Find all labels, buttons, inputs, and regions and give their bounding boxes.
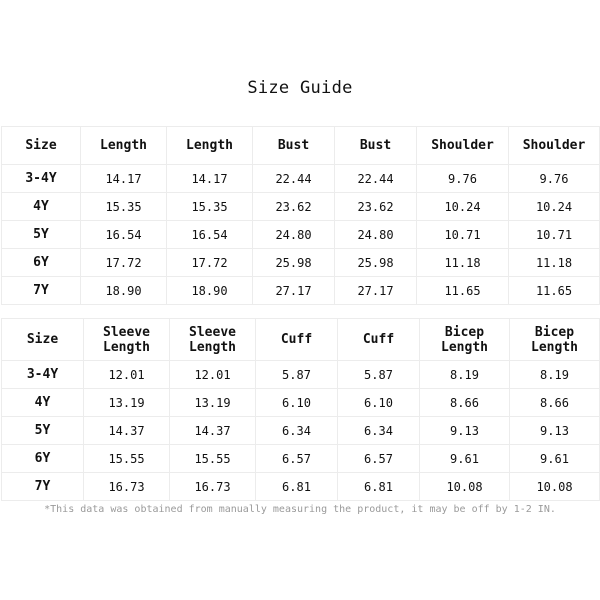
table-cell: 9.61 — [420, 445, 510, 473]
table-cell: 14.17 — [167, 165, 253, 193]
column-header-bicep-length — [510, 319, 600, 361]
header-line: Sleeve — [189, 324, 236, 340]
table-cell: 12.01 — [170, 361, 256, 389]
table-cell: 23.62 — [335, 193, 417, 221]
header-line: Cuff — [362, 332, 395, 347]
table-cell: 11.18 — [509, 249, 600, 277]
size-cell: 4Y — [2, 193, 81, 221]
table-cell: 13.19 — [84, 389, 170, 417]
table-header-row — [2, 319, 600, 361]
table-cell: 6.57 — [256, 445, 338, 473]
table-cell: 16.54 — [81, 221, 167, 249]
measurement-footnote: *This data was obtained from manually measuring the product, it may be off by 1-2 IN. — [44, 504, 556, 515]
table-row — [2, 249, 600, 277]
table-cell: 16.73 — [170, 473, 256, 501]
table-cell: 9.13 — [510, 417, 600, 445]
table-cell: 27.17 — [335, 277, 417, 305]
table-cell: 14.37 — [84, 417, 170, 445]
header-line: Length — [103, 339, 150, 355]
size-cell: 5Y — [2, 221, 81, 249]
table-cell: 9.76 — [509, 165, 600, 193]
table-cell: 10.08 — [510, 473, 600, 501]
table-header-row — [2, 127, 600, 165]
size-cell: 7Y — [2, 473, 84, 501]
table-cell: 6.81 — [256, 473, 338, 501]
header-line: Length — [531, 339, 578, 355]
table-cell: 5.87 — [338, 361, 420, 389]
table-cell: 8.66 — [510, 389, 600, 417]
table-cell: 16.73 — [84, 473, 170, 501]
header-line: Length — [441, 339, 488, 355]
column-header-size: Size — [2, 127, 81, 165]
column-header-cuff — [256, 319, 338, 361]
table-cell: 25.98 — [335, 249, 417, 277]
page-title: Size Guide — [247, 78, 353, 98]
table-cell: 14.37 — [170, 417, 256, 445]
size-table-top — [1, 126, 600, 305]
table-cell: 12.01 — [84, 361, 170, 389]
column-header-sleeve-length — [170, 319, 256, 361]
size-cell: 3-4Y — [2, 165, 81, 193]
table-cell: 8.66 — [420, 389, 510, 417]
table-cell: 27.17 — [253, 277, 335, 305]
table-row — [2, 221, 600, 249]
table-cell: 24.80 — [335, 221, 417, 249]
table-cell: 22.44 — [253, 165, 335, 193]
table-cell: 17.72 — [167, 249, 253, 277]
table-row — [2, 193, 600, 221]
size-cell: 6Y — [2, 445, 84, 473]
table-cell: 24.80 — [253, 221, 335, 249]
table-cell: 10.08 — [420, 473, 510, 501]
table-cell: 9.61 — [510, 445, 600, 473]
table-row — [2, 361, 600, 389]
table-row — [2, 417, 600, 445]
table-cell: 23.62 — [253, 193, 335, 221]
table-cell: 6.57 — [338, 445, 420, 473]
header-line: Bicep — [534, 324, 575, 340]
column-header-shoulder: Shoulder — [509, 127, 600, 165]
header-line: Length — [189, 339, 236, 355]
column-header-bust: Bust — [253, 127, 335, 165]
table-cell: 9.13 — [420, 417, 510, 445]
table-cell: 18.90 — [81, 277, 167, 305]
column-header-sleeve-length — [84, 319, 170, 361]
table-row — [2, 445, 600, 473]
column-header-length: Length — [81, 127, 167, 165]
table-row — [2, 165, 600, 193]
size-cell: 7Y — [2, 277, 81, 305]
table-cell: 10.71 — [417, 221, 509, 249]
size-cell: 4Y — [2, 389, 84, 417]
table-cell: 5.87 — [256, 361, 338, 389]
size-cell: 5Y — [2, 417, 84, 445]
size-cell: 6Y — [2, 249, 81, 277]
header-line: Size — [26, 332, 59, 347]
table-cell: 11.65 — [417, 277, 509, 305]
column-header-bust: Bust — [335, 127, 417, 165]
table-cell: 6.10 — [338, 389, 420, 417]
table-row — [2, 473, 600, 501]
column-header-length: Length — [167, 127, 253, 165]
table-cell: 11.18 — [417, 249, 509, 277]
table-cell: 6.34 — [338, 417, 420, 445]
table-cell: 10.71 — [509, 221, 600, 249]
table-cell: 6.10 — [256, 389, 338, 417]
column-header-bicep-length — [420, 319, 510, 361]
column-header-cuff — [338, 319, 420, 361]
table-cell: 8.19 — [510, 361, 600, 389]
column-header-size — [2, 319, 84, 361]
table-row — [2, 277, 600, 305]
table-cell: 6.34 — [256, 417, 338, 445]
header-line: Sleeve — [103, 324, 150, 340]
table-cell: 15.35 — [167, 193, 253, 221]
table-row — [2, 389, 600, 417]
size-table-bottom — [1, 318, 600, 501]
table-cell: 6.81 — [338, 473, 420, 501]
header-line: Bicep — [444, 324, 485, 340]
table-cell: 16.54 — [167, 221, 253, 249]
table-cell: 18.90 — [167, 277, 253, 305]
table-cell: 10.24 — [509, 193, 600, 221]
table-cell: 15.35 — [81, 193, 167, 221]
table-cell: 17.72 — [81, 249, 167, 277]
table-cell: 13.19 — [170, 389, 256, 417]
table-cell: 11.65 — [509, 277, 600, 305]
table-cell: 8.19 — [420, 361, 510, 389]
header-line: Cuff — [280, 332, 313, 347]
table-cell: 10.24 — [417, 193, 509, 221]
size-cell: 3-4Y — [2, 361, 84, 389]
table-cell: 22.44 — [335, 165, 417, 193]
table-cell: 9.76 — [417, 165, 509, 193]
table-cell: 15.55 — [170, 445, 256, 473]
table-cell: 15.55 — [84, 445, 170, 473]
table-cell: 25.98 — [253, 249, 335, 277]
table-cell: 14.17 — [81, 165, 167, 193]
column-header-shoulder: Shoulder — [417, 127, 509, 165]
